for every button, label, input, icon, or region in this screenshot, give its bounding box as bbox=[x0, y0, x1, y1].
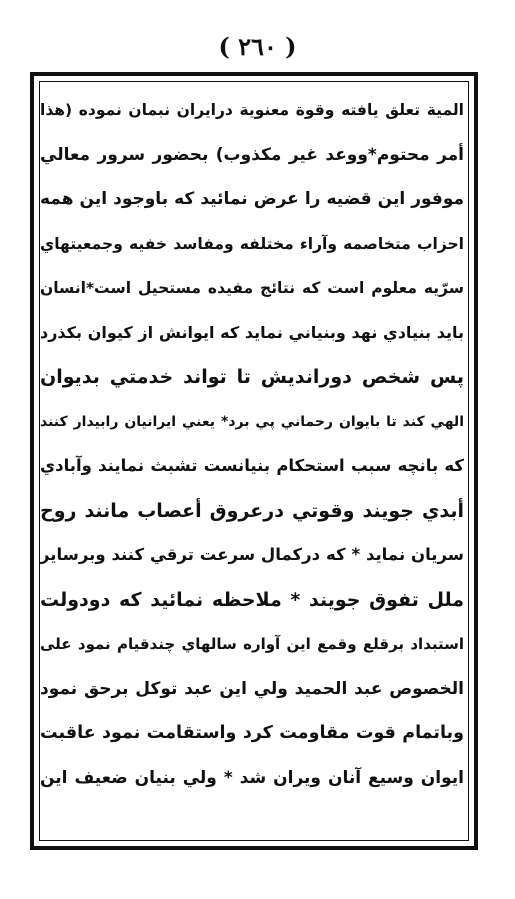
text-block bbox=[40, 88, 464, 800]
text-line: المية تعلق يافته وقوة معنوية درايران نبمان نموده (هذا bbox=[40, 101, 464, 119]
text-line: بايد بنيادي نهد وبنياني نمايد كه ايوانش از كيوان بكذرد bbox=[40, 322, 464, 342]
text-line: احزاب متخاصمه وآراء مختلفه ومفاسد خفيه وجمعيتهاي bbox=[40, 234, 464, 253]
text-line: وباتمام قوت مقاومت كرد واستقامت نمود عاقبت bbox=[40, 723, 464, 743]
text-line: استبداد برقلع وقمع اين آواره سالهاي چندقيام نمود على bbox=[40, 635, 464, 653]
text-line: أمر محتوم*ووعد غير مكذوب) بحضور سرور معالي bbox=[40, 144, 464, 165]
text-line: ايوان وسيع آنان ويران شد * ولي بنيان ضعيف اين bbox=[40, 767, 464, 788]
page-number: ( ٢٦٠ ) bbox=[218, 32, 297, 61]
text-line: پس شخص دورانديش تا تواند خدمتي بديوان bbox=[40, 366, 464, 388]
text-line: كه بانچه سبب استحكام بنيانست تشبث نمايند وآبادي bbox=[40, 456, 464, 475]
text-line: أبدي جويند وقوتي درعروق أعصاب مانند روح bbox=[40, 499, 464, 522]
text-line: ملل تفوق جويند * ملاحظه نمائيد كه دودولت bbox=[40, 588, 464, 611]
text-line: سرّيه معلوم است كه نتائج مفيده مستحيل است*انسان bbox=[40, 279, 464, 297]
text-line: موفور اين قضيه را عرض نمائيد كه باوجود اين همه bbox=[40, 189, 464, 209]
text-line: الخصوص عبد الحميد ولي اين عبد توكل برحق نمود bbox=[40, 678, 464, 699]
text-line: سريان نمايد * كه دركمال سرعت ترقي كنند وبرساير bbox=[40, 545, 464, 564]
text-line: الهي كند تا بايوان رحماني پي برد* يعني ايرانيان رابيدار كنند bbox=[40, 413, 464, 430]
